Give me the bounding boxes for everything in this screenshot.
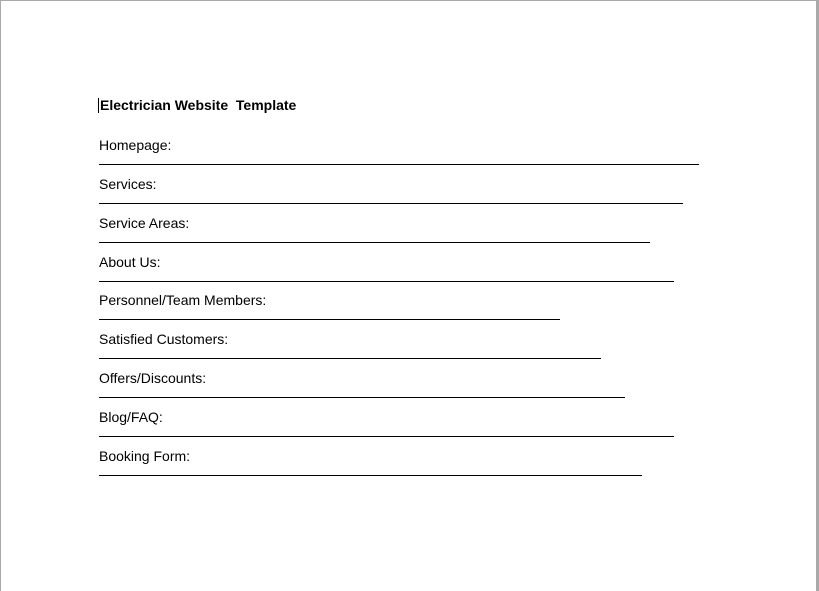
field-underline[interactable] [99,436,674,437]
field-label: Booking Form: [99,448,191,464]
field-underline[interactable] [99,203,683,204]
field-offers-discounts [99,369,625,398]
field-services [99,175,683,204]
field-booking-form [99,447,642,476]
field-label: About Us: [99,254,161,270]
field-about-us [99,253,674,282]
field-underline[interactable] [99,242,650,243]
field-label: Services: [99,176,157,192]
text-cursor [98,98,99,113]
field-service-areas [99,214,650,243]
field-label: Personnel/Team Members: [99,292,267,308]
document-title[interactable]: Electrician Website Template [100,97,297,113]
field-personnel [99,291,560,320]
field-label: Blog/FAQ: [99,409,163,425]
field-label: Service Areas: [99,215,190,231]
title-row [98,96,296,114]
field-underline[interactable] [99,358,601,359]
field-homepage [99,136,699,165]
field-underline[interactable] [99,319,560,320]
field-underline[interactable] [99,164,699,165]
field-label: Offers/Discounts: [99,370,207,386]
field-underline[interactable] [99,281,674,282]
field-satisfied-customers [99,330,601,359]
field-label: Homepage: [99,137,172,153]
field-underline[interactable] [99,397,625,398]
field-blog-faq [99,408,674,437]
field-label: Satisfied Customers: [99,331,229,347]
field-underline[interactable] [99,475,642,476]
